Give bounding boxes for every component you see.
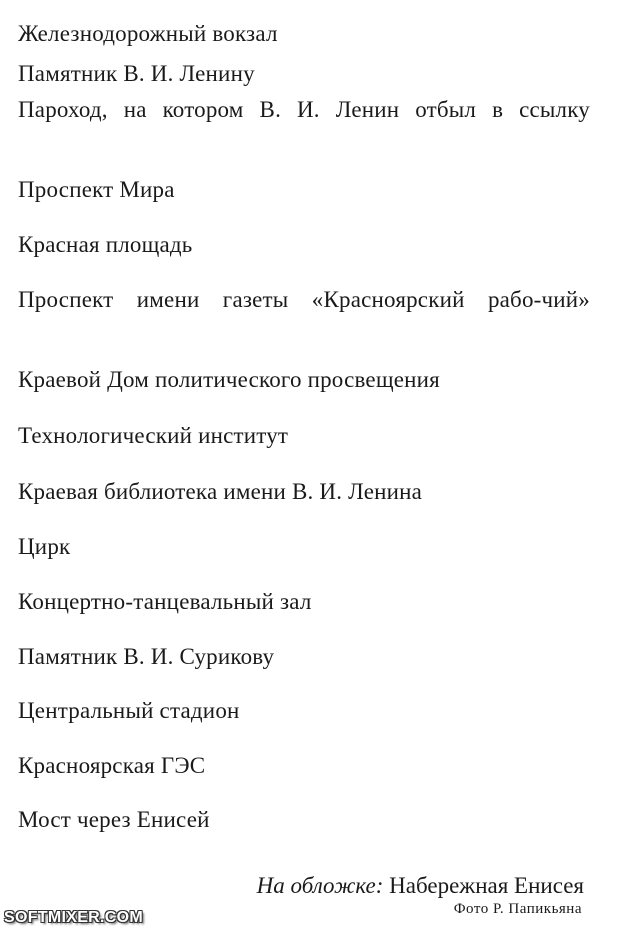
cover-caption	[257, 872, 584, 900]
entry-prospekt-mira: Проспект Мира	[18, 177, 175, 202]
entry-red-square: Красная площадь	[18, 232, 193, 257]
entry-krasnoyarsk-worker-avenue: Проспект имени газеты «Красноярский рабо-чий»	[18, 287, 590, 312]
entry-circus: Цирк	[18, 534, 71, 559]
entry-central-stadium: Центральный стадион	[18, 698, 240, 723]
entry-surikov-monument: Памятник В. И. Сурикову	[18, 644, 275, 669]
photo-credit: Фото Р. Папикьяна	[453, 901, 582, 917]
entry-political-education-house: Краевой Дом политического просвещения	[18, 367, 440, 392]
entry-krasnoyarsk-hydro-station: Красноярская ГЭС	[18, 753, 206, 778]
watermark: SOFTMIXER.COM	[4, 909, 144, 926]
cover-caption-label: На обложке:	[256, 873, 384, 898]
entry-lenin-monument: Памятник В. И. Ленину	[18, 61, 255, 86]
entry-technological-institute: Технологический институт	[18, 423, 289, 448]
entry-railway-station: Железнодорожный вокзал	[18, 21, 278, 46]
entry-regional-library: Краевая библиотека имени В. И. Ленина	[18, 479, 423, 504]
entry-lenin-steamboat: Пароход, на котором В. И. Ленин отбыл в ссылку	[18, 97, 590, 122]
entry-yenisei-bridge: Мост через Енисей	[18, 807, 210, 832]
entry-concert-hall: Концертно-танцевальный зал	[18, 589, 312, 614]
cover-caption-text: Набережная Енисея	[389, 873, 584, 898]
